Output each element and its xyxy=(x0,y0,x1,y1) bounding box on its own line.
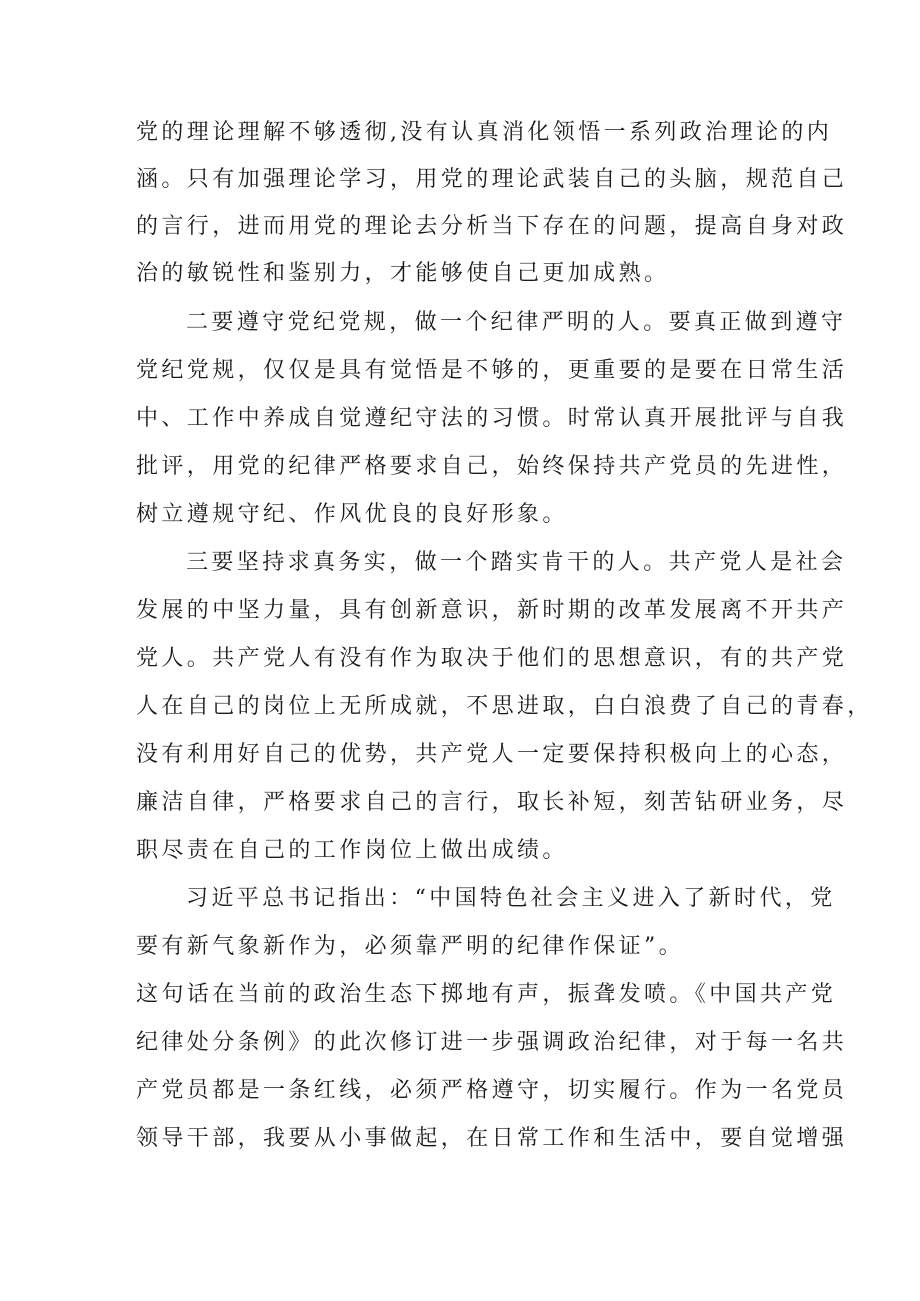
text-line: 要有新气象新作为，必须靠严明的纪律作保证”。 xyxy=(136,934,685,959)
text-line: 涵。只有加强理论学习，用党的理论武装自己的头脑，规范自己 xyxy=(136,167,848,192)
paragraph-first-line: 习近平总书记指出：“中国特色社会主义进入了新时代，党 xyxy=(186,886,836,911)
text-line: 中、工作中养成自觉遵纪守法的习惯。时常认真开展批评与自我 xyxy=(136,406,848,431)
text-line: 党的理论理解不够透彻,没有认真消化领悟一系列政治理论的内 xyxy=(136,120,833,145)
text-line: 发展的中坚力量，具有创新意识，新时期的改革发展离不开共产 xyxy=(136,598,848,623)
text-line: 人在自己的岗位上无所成就，不思进取，白白浪费了自己的青春， xyxy=(136,694,873,719)
text-line: 党人。共产党人有没有作为取决于他们的思想意识，有的共产党 xyxy=(136,646,848,671)
text-line: 领导干部，我要从小事做起，在日常工作和生活中，要自觉增强 xyxy=(136,1126,848,1151)
text-line: 职尽责在自己的工作岗位上做出成绩。 xyxy=(136,838,568,863)
text-line: 纪律处分条例》的此次修订进一步强调政治纪律，对于每一名共 xyxy=(136,1030,848,1055)
text-line: 这句话在当前的政治生态下掷地有声，振聋发喷。《中国共产党 xyxy=(136,982,837,1007)
text-line: 产党员都是一条红线，必须严格遵守，切实履行。作为一名党员 xyxy=(136,1078,848,1103)
paragraph-first-line: 三要坚持求真务实，做一个踏实肯干的人。共产党人是社会 xyxy=(186,550,847,575)
text-line: 党纪党规，仅仅是具有觉悟是不够的，更重要的是要在日常生活 xyxy=(136,358,848,383)
text-line: 廉洁自律，严格要求自己的言行，取长补短，刻苦钻研业务，尽 xyxy=(136,790,848,815)
text-line: 的言行，进而用党的理论去分析当下存在的问题，提高自身对政 xyxy=(136,214,848,239)
text-line: 治的敏锐性和鉴别力，才能够使自己更加成熟。 xyxy=(136,261,670,286)
text-line: 没有利用好自己的优势，共产党人一定要保持积极向上的心态， xyxy=(136,742,848,767)
text-line: 批评，用党的纪律严格要求自己，始终保持共产党员的先进性， xyxy=(136,454,848,479)
paragraph-first-line: 二要遵守党纪党规，做一个纪律严明的人。要真正做到遵守 xyxy=(186,310,847,335)
text-line: 树立遵规守纪、作风优良的良好形象。 xyxy=(136,502,568,527)
